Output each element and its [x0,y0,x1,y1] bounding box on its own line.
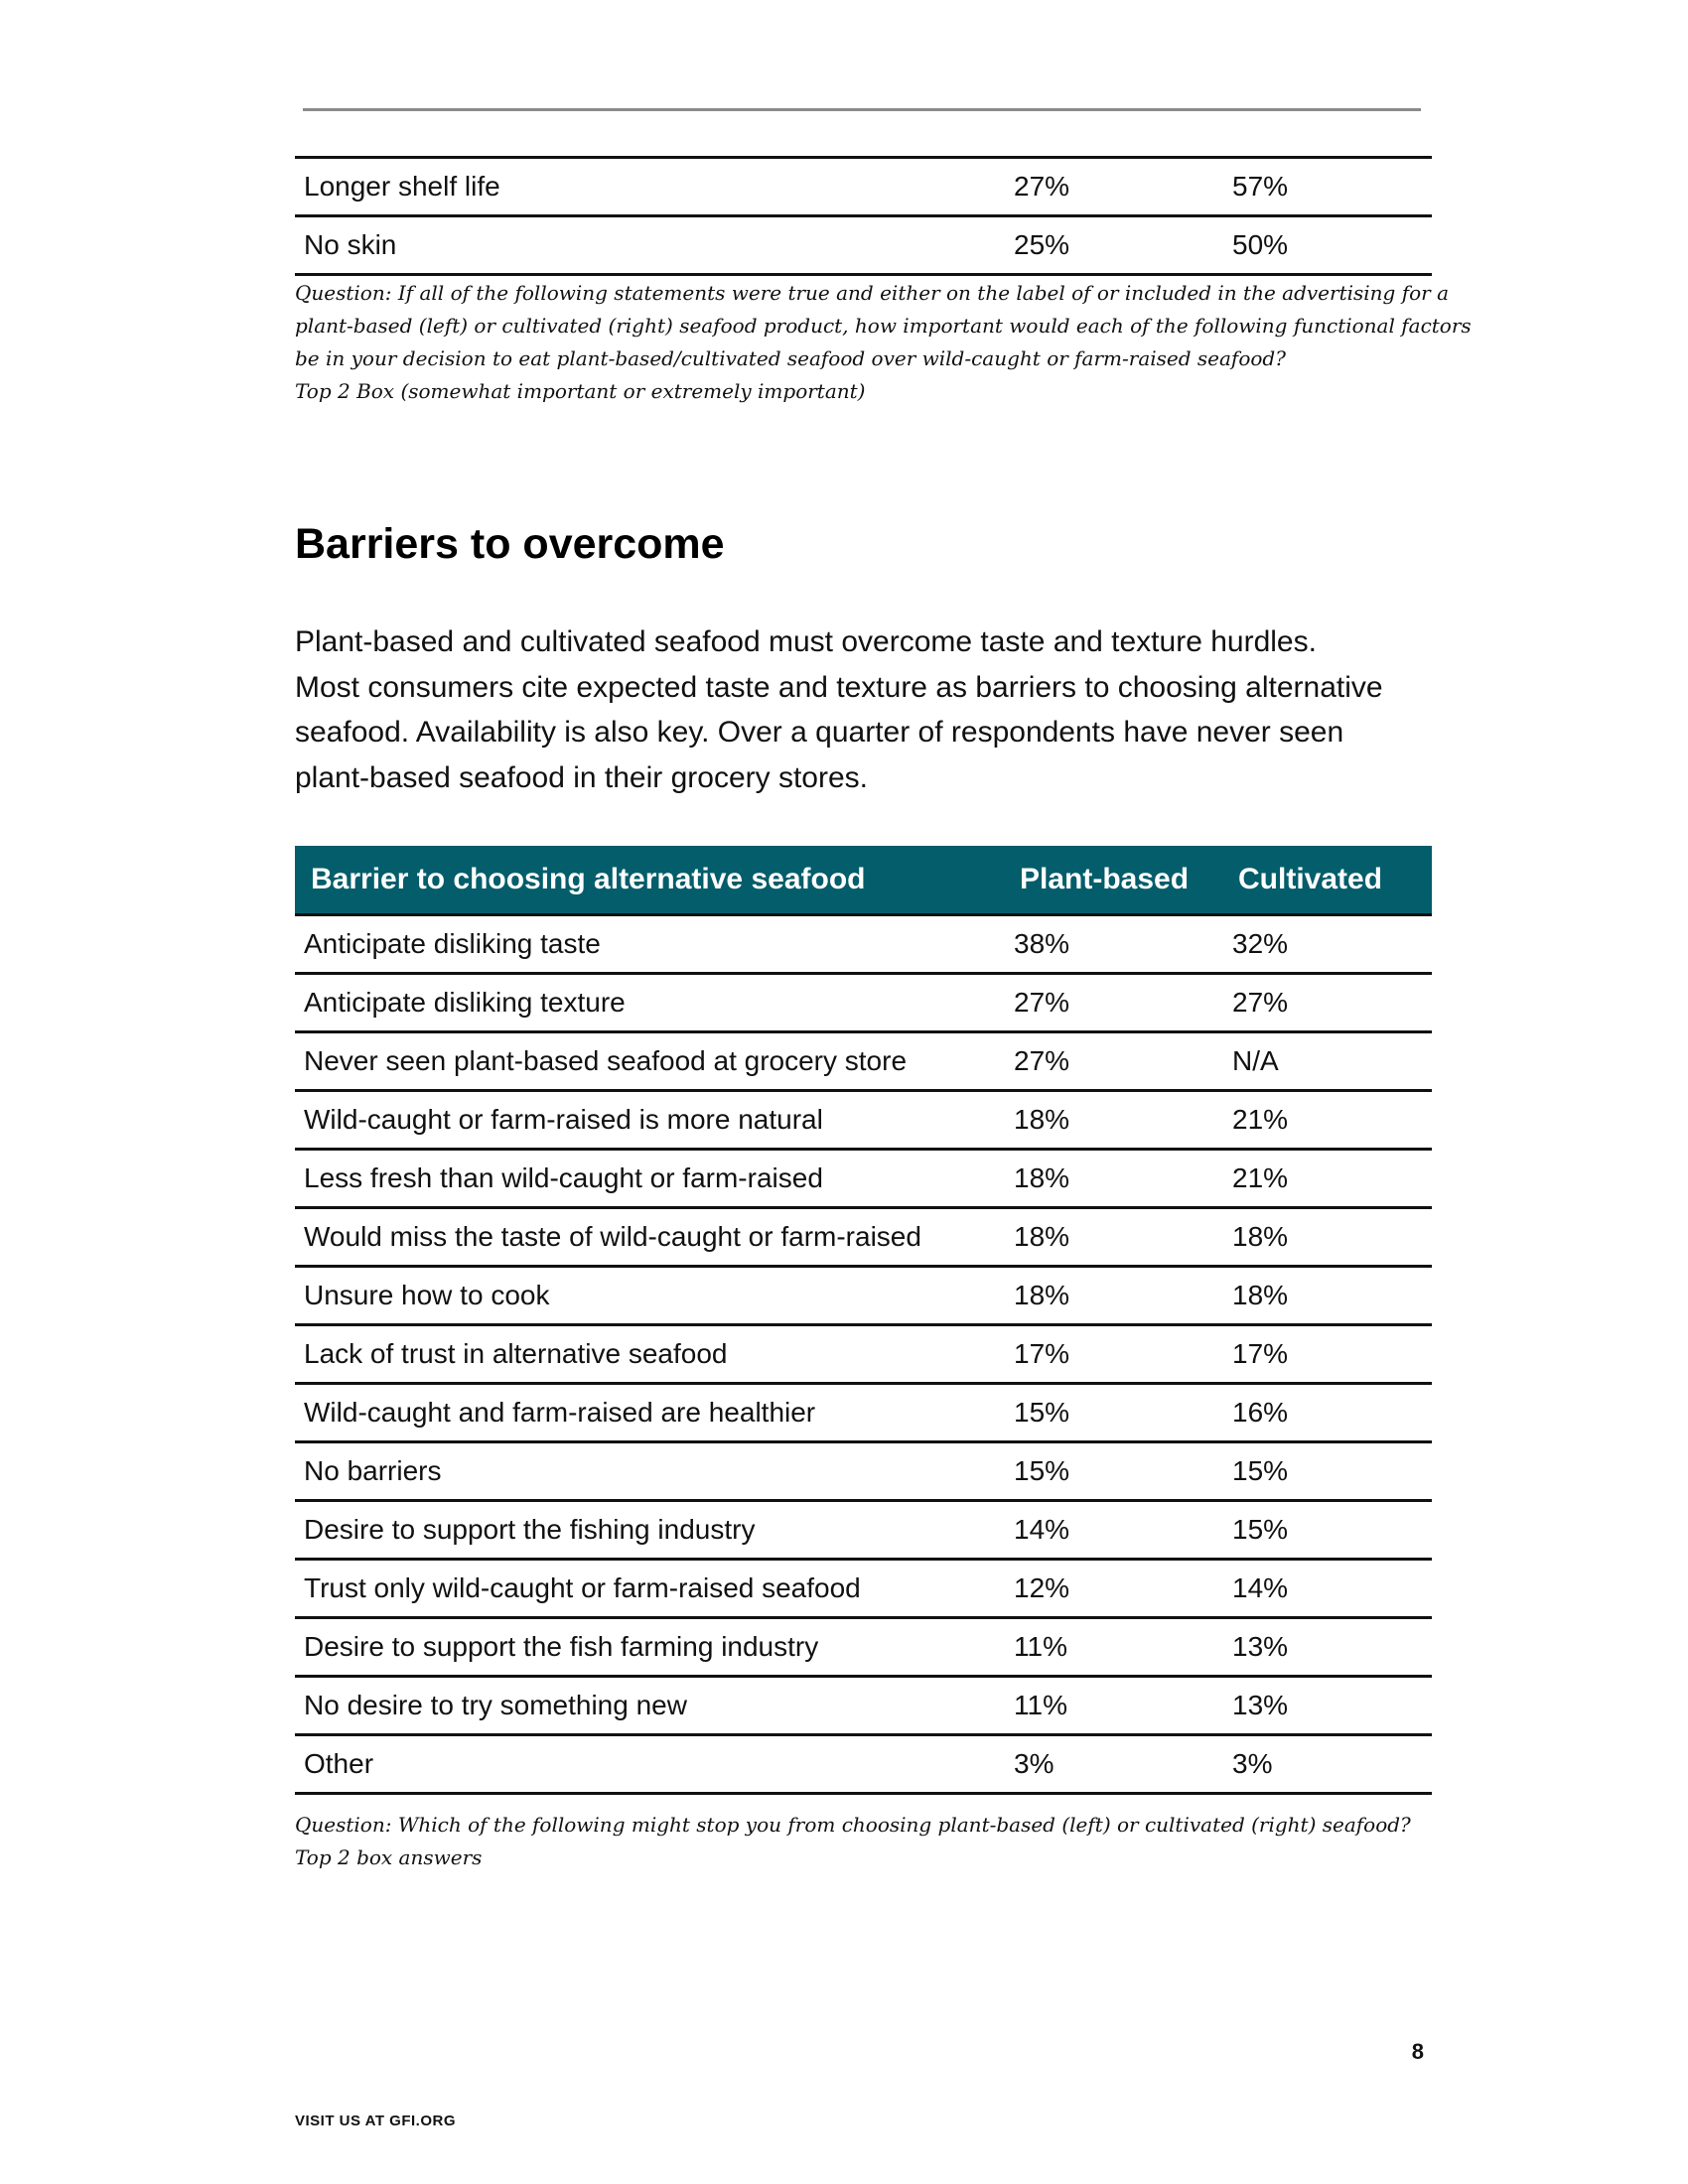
section-title: Barriers to overcome [295,520,725,568]
cultivated-value: 50% [1223,216,1432,275]
plant-based-value: 27% [1005,974,1223,1032]
row-label: No barriers [295,1442,1005,1501]
cultivated-value: N/A [1223,1032,1432,1091]
plant-based-value: 27% [1005,1032,1223,1091]
plant-based-value: 18% [1005,1150,1223,1208]
note-line: be in your decision to eat plant-based/cultivated seafood over wild-caught or farm-raised seafood? [295,346,1286,370]
plant-based-value: 12% [1005,1560,1223,1618]
row-label: Anticipate disliking texture [295,974,1005,1032]
cultivated-value: 18% [1223,1267,1432,1325]
page-number: 8 [1411,2039,1424,2064]
cultivated-value: 14% [1223,1560,1432,1618]
column-header-barrier: Barrier to choosing alternative seafood [295,846,1005,915]
plant-based-value: 11% [1005,1618,1223,1677]
table-row [295,1677,1432,1735]
cultivated-value: 15% [1223,1442,1432,1501]
plant-based-value: 25% [1005,216,1223,275]
table-header-row [295,846,1432,915]
row-label: Wild-caught and farm-raised are healthier [295,1384,1005,1442]
row-label: Longer shelf life [295,158,1005,216]
table-row [295,1325,1432,1384]
table-row [295,216,1432,275]
row-label: Lack of trust in alternative seafood [295,1325,1005,1384]
plant-based-value: 15% [1005,1442,1223,1501]
table-row [295,1735,1432,1794]
note-line: Question: If all of the following statements were true and either on the label of or included in the advertising for a [295,281,1450,305]
cultivated-value: 16% [1223,1384,1432,1442]
website-link[interactable]: VISIT US AT GFI.ORG [295,2113,457,2129]
table-row [295,1384,1432,1442]
row-label: Desire to support the fishing industry [295,1501,1005,1560]
functional-factors-table [295,156,1432,276]
table-row [295,1267,1432,1325]
table-row [295,974,1432,1032]
header-rule [303,108,1421,111]
intro-line: Most consumers cite expected taste and texture as barriers to choosing alternative [295,670,1383,704]
plant-based-value: 3% [1005,1735,1223,1794]
note-line: Top 2 Box (somewhat important or extremely important) [295,379,866,403]
plant-based-value: 18% [1005,1208,1223,1267]
cultivated-value: 57% [1223,158,1432,216]
row-label: Other [295,1735,1005,1794]
row-label: Trust only wild-caught or farm-raised seafood [295,1560,1005,1618]
plant-based-value: 27% [1005,158,1223,216]
row-label: Unsure how to cook [295,1267,1005,1325]
row-label: Anticipate disliking taste [295,915,1005,974]
table-row [295,1091,1432,1150]
table-row [295,1560,1432,1618]
row-label: Never seen plant-based seafood at grocery store [295,1032,1005,1091]
row-label: Would miss the taste of wild-caught or farm-raised [295,1208,1005,1267]
cultivated-value: 21% [1223,1091,1432,1150]
cultivated-value: 3% [1223,1735,1432,1794]
cultivated-value: 17% [1223,1325,1432,1384]
intro-line: plant-based seafood in their grocery stores. [295,760,868,794]
barriers-table [295,846,1432,1795]
table-row [295,915,1432,974]
cultivated-value: 32% [1223,915,1432,974]
intro-line: Plant-based and cultivated seafood must overcome taste and texture hurdles. [295,625,1317,658]
column-header-plant-based: Plant-based [1005,846,1223,915]
cultivated-value: 21% [1223,1150,1432,1208]
note-line: Question: Which of the following might stop you from choosing plant-based (left) or cultivated (right) seafood? [295,1813,1411,1837]
cultivated-value: 13% [1223,1677,1432,1735]
cultivated-value: 18% [1223,1208,1432,1267]
table-row [295,1442,1432,1501]
note-line: plant-based (left) or cultivated (right) seafood product, how important would each of the following functional factors [295,314,1472,338]
cultivated-value: 27% [1223,974,1432,1032]
plant-based-value: 38% [1005,915,1223,974]
barriers-question-note [295,1809,1437,1874]
column-header-cultivated: Cultivated [1223,846,1432,915]
plant-based-value: 18% [1005,1091,1223,1150]
plant-based-value: 15% [1005,1384,1223,1442]
table-row [295,1618,1432,1677]
plant-based-value: 14% [1005,1501,1223,1560]
note-line: Top 2 box answers [295,1845,483,1869]
cultivated-value: 15% [1223,1501,1432,1560]
row-label: No desire to try something new [295,1677,1005,1735]
table-row [295,1501,1432,1560]
row-label: Wild-caught or farm-raised is more natural [295,1091,1005,1150]
table-row [295,158,1432,216]
row-label: Less fresh than wild-caught or farm-raised [295,1150,1005,1208]
plant-based-value: 11% [1005,1677,1223,1735]
row-label: Desire to support the fish farming industry [295,1618,1005,1677]
plant-based-value: 18% [1005,1267,1223,1325]
cultivated-value: 13% [1223,1618,1432,1677]
table-row [295,1032,1432,1091]
table-row [295,1208,1432,1267]
functional-factors-question-note [295,277,1472,408]
table-row [295,1150,1432,1208]
plant-based-value: 17% [1005,1325,1223,1384]
row-label: No skin [295,216,1005,275]
intro-line: seafood. Availability is also key. Over a quarter of respondents have never seen [295,716,1344,749]
section-intro-paragraph [295,619,1437,800]
